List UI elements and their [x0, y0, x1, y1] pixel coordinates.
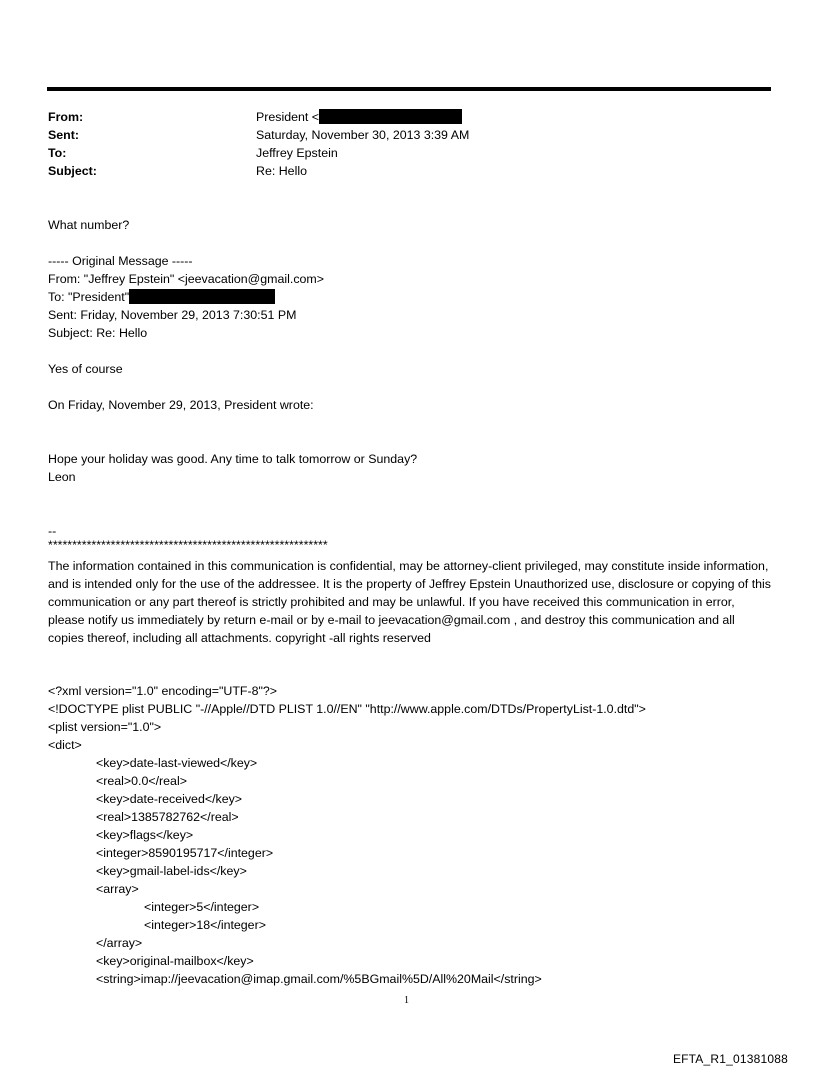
original-message-marker: ----- Original Message -----	[48, 254, 193, 268]
reply-text: What number?	[48, 218, 130, 232]
xml-line: <key>date-last-viewed</key>	[96, 756, 258, 770]
redaction-bar	[129, 289, 275, 304]
xml-line: <!DOCTYPE plist PUBLIC "-//Apple//DTD PLIST 1.0//EN" "http://www.apple.com/DTDs/PropertyList-1.0.dtd">	[48, 702, 646, 716]
xml-line: <plist version="1.0">	[48, 720, 162, 734]
redaction-bar	[319, 109, 462, 124]
xml-line: <?xml version="1.0" encoding="UTF-8"?>	[48, 684, 278, 698]
xml-line: <key>flags</key>	[96, 828, 194, 842]
xml-line: <dict>	[48, 738, 82, 752]
sent-label: Sent:	[48, 128, 79, 142]
from-value	[256, 108, 462, 126]
header-rule	[47, 87, 771, 91]
xml-line: <key>original-mailbox</key>	[96, 954, 254, 968]
xml-line: </array>	[96, 936, 143, 950]
xml-line: <real>1385782762</real>	[96, 810, 239, 824]
original-from: From: "Jeffrey Epstein" <jeevacation@gmail.com>	[48, 272, 324, 286]
sent-value: Saturday, November 30, 2013 3:39 AM	[256, 128, 470, 142]
yes-text: Yes of course	[48, 362, 123, 376]
subject-value: Re: Hello	[256, 164, 307, 178]
sig-dashes: --	[48, 524, 57, 538]
xml-line: <array>	[96, 882, 139, 896]
to-value: Jeffrey Epstein	[256, 146, 338, 160]
xml-line: <real>0.0</real>	[96, 774, 187, 788]
bates-stamp: EFTA_R1_01381088	[672, 1052, 788, 1066]
page-number: 1	[404, 995, 409, 1006]
sent-row	[48, 126, 469, 144]
email-header	[48, 108, 469, 180]
from-label: From:	[48, 110, 84, 124]
subject-row	[48, 162, 469, 180]
xml-line: <key>date-received</key>	[96, 792, 243, 806]
from-name: President <	[256, 110, 320, 124]
signature: Leon	[48, 470, 76, 484]
from-row	[48, 108, 469, 126]
hope-text: Hope your holiday was good. Any time to talk tomorrow or Sunday?	[48, 452, 418, 466]
xml-line: <integer>8590195717</integer>	[96, 846, 274, 860]
stars-line: **********************************************************	[48, 538, 328, 552]
subject-label: Subject:	[48, 164, 97, 178]
xml-line: <integer>18</integer>	[144, 918, 266, 932]
xml-line: <string>imap://jeevacation@imap.gmail.com/%5BGmail%5D/All%20Mail</string>	[96, 972, 542, 986]
xml-line: <key>gmail-label-ids</key>	[96, 864, 247, 878]
xml-line: <integer>5</integer>	[144, 900, 260, 914]
original-sent: Sent: Friday, November 29, 2013 7:30:51 PM	[48, 308, 297, 322]
original-to-text: To: "President"	[48, 290, 130, 304]
on-wrote-text: On Friday, November 29, 2013, President wrote:	[48, 398, 314, 412]
to-label: To:	[48, 146, 67, 160]
original-subject: Subject: Re: Hello	[48, 326, 148, 340]
to-row	[48, 144, 469, 162]
original-to	[48, 288, 275, 306]
confidentiality-disclaimer: The information contained in this communication is confidential, may be attorney-client privileged, may constitute inside information, and is intended only for the use of the addressee. It is the property of Jeffrey Epstein Unauthorized use, disclosure or copying of this communication or any part thereof is strictly prohibited and may be unlawful. If you have received this communication in error, please notify us immediately by return e-mail or by e-mail to jeevacation@gmail.com , and destroy this communication and all copies thereof, including all attachments. copyright -all rights reserved	[48, 559, 771, 645]
